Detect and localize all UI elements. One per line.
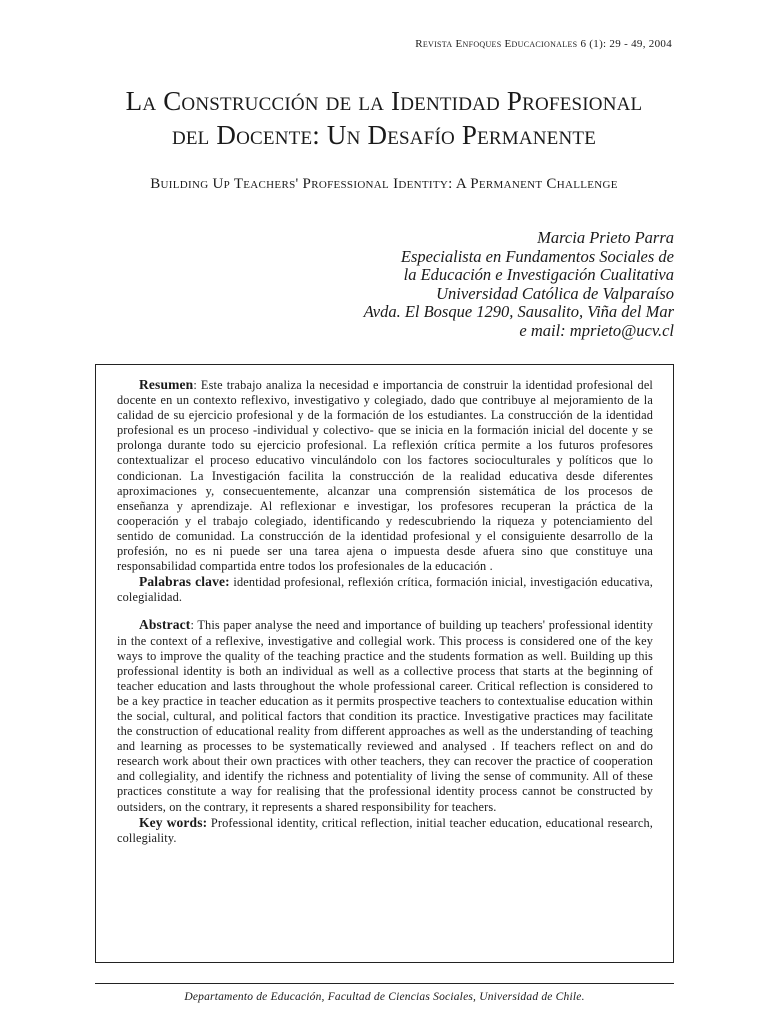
key-words-paragraph <box>117 815 653 846</box>
article-title <box>0 84 768 152</box>
key-words-text: Professional identity, critical reflection, initial teacher education, educational research, collegiality. <box>117 815 653 845</box>
palabras-clave-paragraph <box>117 574 653 605</box>
author-role-line-2: la Educación e Investigación Cualitativa <box>403 265 674 285</box>
abstract-text: : This paper analyse the need and importance of building up teachers' professional identity in the context of a reflexive, investigative and collegial work. This process is considered one of the key ways to improve the quality of the teaching practice and the students formation as well. Building up this professional identity is both an individual as well as a collective process that starts at the beginning of teacher education and lasts throughout the whole professional career. Critical reflection is considered to be a key practice in teacher education as it permits prospective teachers to contextualise education within the social, cultural, and political factors that condition its practice. Investigative practices may facilitate the construction of educational reality from different approaches as well as the understanding of teaching and learning as processes to be systematically reviewed and analysed . If teachers reflect on and do research work about their own practices with other teachers, they can recover the practice of cooperation and collegiality, and identify the richness and potentiality of living the sense of community. All of these practices constitute a way for realising that the professional identity process cannot be constructed by outsiders, on the contrary, it represents a shared responsibility for teachers. <box>117 618 653 814</box>
article-subtitle: Building Up Teachers' Professional Identity: A Permanent Challenge <box>150 176 618 192</box>
author-address: Avda. El Bosque 1290, Sausalito, Viña del Mar <box>363 302 674 322</box>
author-email: e mail: mprieto@ucv.cl <box>519 320 674 340</box>
author-role-line-1: Especialista en Fundamentos Sociales de <box>400 246 674 266</box>
resumen-text: : Este trabajo analiza la necesidad e importancia de construir la identidad profesional del docente en un contexto reflexivo, investigativo y colegiado, dado que contribuye al mejoramiento de la calidad de su ejercicio profesional y de la formación de los estudiantes. La construcción de la identidad profesional es un proceso -individual y colectivo- que se inicia en la formación inicial del docente y se prolonga durante todo su ejercicio profesional. La reflexión crítica permite a los futuros profesores contextualizar el proceso educativo vinculándolo con los factores socioculturales y políticos que lo condicionan. La Investigación facilita la construcción de la realidad educativa desde diferentes aproximaciones y, consecuentemente, alcanzar una comprensión sistemática de los procesos de enseñanza y aprendizaje. Al reflexionar e investigar, los profesores recuperan la práctica de la cooperación y el trabajo colegiado, identificando y redescubriendo la riqueza y potenciamiento del sentido de comunidad. La construcción de la identidad profesional y el consiguiente desarrollo de la profesión, no es ni puede ser una tarea ajena o impuesta desde afuera sino que constituye una responsabilidad compartida entre todos los profesionales de la educación . <box>117 378 653 574</box>
running-header <box>415 38 672 50</box>
footer-affiliation: Departamento de Educación, Facultad de Ciencias Sociales, Universidad de Chile. <box>184 991 585 1003</box>
abstract-label: Abstract <box>139 617 191 633</box>
palabras-clave-label: Palabras clave: <box>139 574 230 590</box>
resumen-label: Resumen <box>139 377 194 392</box>
abstract-paragraph <box>117 617 653 814</box>
author-block <box>364 229 674 341</box>
article-title-line-2: del Docente: Un Desafío Permanente <box>171 120 597 150</box>
abstract-box <box>95 364 674 963</box>
author-institution: Universidad Católica de Valparaíso <box>436 283 674 303</box>
key-words-label: Key words: <box>139 814 208 830</box>
author-name: Marcia Prieto Parra <box>537 228 674 247</box>
journal-citation: 6 (1): 29 - 49, 2004 <box>580 38 672 50</box>
article-title-line-1: La Construcción de la Identidad Profesional <box>125 86 643 116</box>
resumen-paragraph <box>117 377 653 574</box>
palabras-clave-text: identidad profesional, reflexión crítica, formación inicial, investigación educativa, colegialidad. <box>117 575 653 605</box>
journal-name: Revista Enfoques Educacionales <box>415 38 578 50</box>
abstract-content <box>117 377 653 846</box>
footer-divider <box>95 983 674 984</box>
